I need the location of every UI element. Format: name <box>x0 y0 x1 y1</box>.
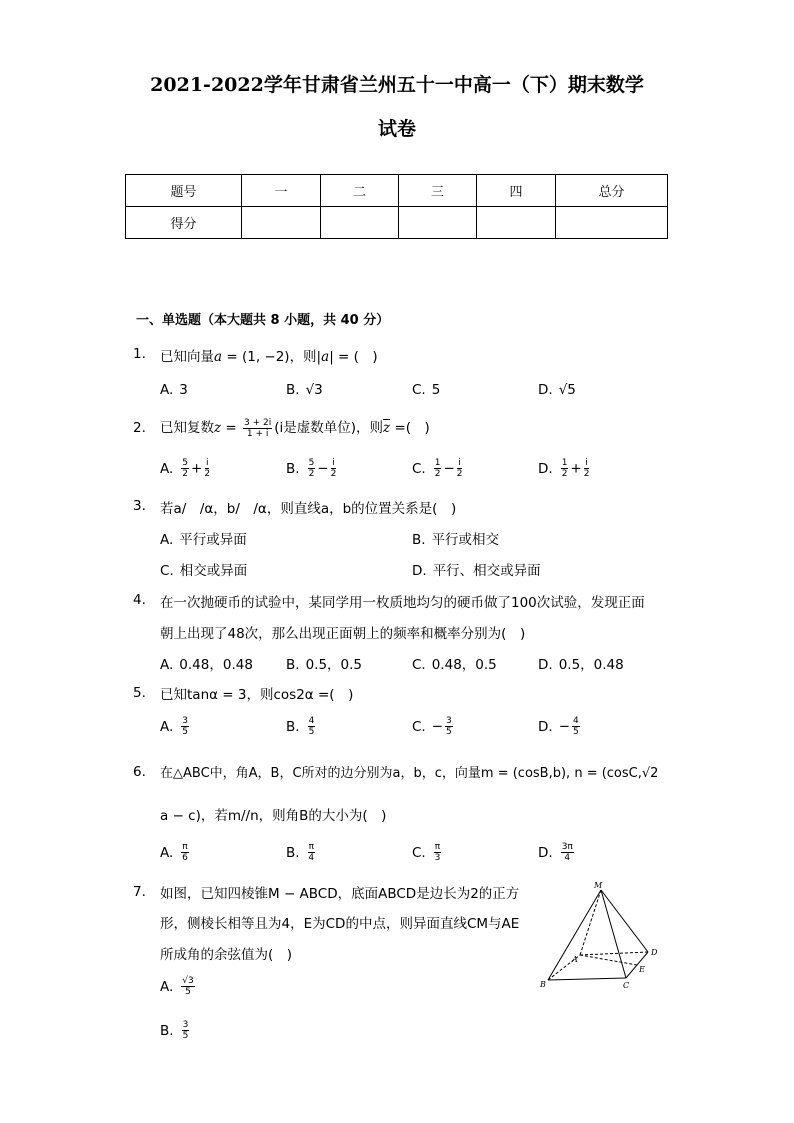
option-d[interactable]: D. − $\frac{4}{5}$ <box>538 716 579 737</box>
score-cell[interactable] <box>321 207 399 239</box>
vertex-label-c: C <box>623 981 630 990</box>
pyramid-figure <box>538 880 668 995</box>
question-5-stem: 已知tanα = 3，则cos2α =( ) <box>160 687 354 703</box>
option-a[interactable]: A. 3 <box>160 382 188 398</box>
question-number: 4. <box>133 592 146 608</box>
option-b[interactable]: B. 0.5，0.5 <box>286 657 363 673</box>
question-7-line3: 所成角的余弦值为( ) <box>160 947 293 963</box>
vertex-label-d: D <box>651 948 658 957</box>
question-number: 3. <box>133 498 146 514</box>
option-b[interactable]: B. $\frac{4}{5}$ <box>286 716 315 737</box>
document-title-line1: 2021-2022学年甘肃省兰州五十一中高一（下）期末数学 <box>150 74 644 96</box>
option-b[interactable]: B. $\frac{\pi}{4}$ <box>286 842 315 863</box>
option-c[interactable]: C. − $\frac{3}{5}$ <box>412 716 452 737</box>
question-3-stem: 若a/ /α，b/ /α，则直线a，b的位置关系是( ) <box>160 501 457 517</box>
question-6-line1: 在△ABC中，角A，B，C所对的边分别为a，b，c，向量m = (cosB,b), n = (cosC,√2 <box>160 766 659 781</box>
option-d[interactable]: D. $\frac{3\pi}{4}$ <box>538 842 573 863</box>
section-heading: 一、单选题（本大题共 8 小题，共 40 分） <box>136 313 390 328</box>
score-table-header-row <box>126 175 668 207</box>
question-4-line2: 朝上出现了48次，那么出现正面朝上的频率和概率分别为( ) <box>160 626 526 642</box>
header-cell: 总分 <box>556 175 668 207</box>
header-cell: 题号 <box>126 175 242 207</box>
score-cell[interactable] <box>556 207 668 239</box>
question-number: 1. <box>133 346 146 362</box>
option-a[interactable]: A. $\frac{3}{5}$ <box>160 716 189 737</box>
option-c[interactable]: C. 5 <box>412 382 441 398</box>
score-table <box>125 174 668 239</box>
option-d[interactable]: D. √5 <box>538 382 576 398</box>
question-1-stem: 已知向量a = (1, −2)，则|a| = ( ) <box>160 349 378 365</box>
score-cell[interactable] <box>399 207 477 239</box>
document-title-line2: 试卷 <box>377 118 416 140</box>
option-c[interactable]: C. $\frac{1}{2}$ − $\frac{i}{2}$ <box>412 458 463 479</box>
header-cell: 三 <box>399 175 477 207</box>
header-cell: 一 <box>242 175 321 207</box>
question-2-stem: 已知复数z = $\frac{3 + 2i}{1 + i}$ (i是虚数单位)，则$\overline{z}$ =( ) <box>160 417 430 439</box>
option-c[interactable]: C. $\frac{\pi}{3}$ <box>412 842 441 863</box>
option-a[interactable]: A. $\frac{\pi}{6}$ <box>160 842 188 863</box>
question-number: 6. <box>133 764 146 780</box>
option-b[interactable]: B. $\frac{5}{2}$ − $\frac{i}{2}$ <box>286 458 337 479</box>
question-number: 7. <box>133 884 146 900</box>
option-a[interactable]: A. 平行或异面 <box>160 532 247 548</box>
question-7-line2: 形，侧棱长相等且为4，E为CD的中点，则异面直线CM与AE <box>160 916 520 932</box>
question-7-line1: 如图，已知四棱锥M − ABCD，底面ABCD是边长为2的正方 <box>160 886 520 902</box>
option-c[interactable]: C. 0.48，0.5 <box>412 657 497 673</box>
option-c[interactable]: C. 相交或异面 <box>160 563 248 579</box>
score-table-score-row <box>126 207 668 239</box>
score-cell[interactable] <box>477 207 556 239</box>
vertex-label-a: A <box>572 955 578 964</box>
header-cell: 四 <box>477 175 556 207</box>
option-a[interactable]: A. 0.48，0.48 <box>160 657 253 673</box>
question-number: 2. <box>133 420 146 436</box>
option-d[interactable]: D. 平行、相交或异面 <box>412 563 541 579</box>
option-b[interactable]: B. $\frac{3}{5}$ <box>160 1020 189 1041</box>
question-number: 5. <box>133 685 146 701</box>
option-b[interactable]: B. √3 <box>286 382 323 398</box>
score-cell[interactable] <box>242 207 321 239</box>
option-d[interactable]: D. 0.5，0.48 <box>538 657 624 673</box>
row-label: 得分 <box>126 207 242 239</box>
header-cell: 二 <box>321 175 399 207</box>
vertex-label-m: M <box>594 881 603 890</box>
question-4-line1: 在一次抛硬币的试验中，某同学用一枚质地均匀的硬币做了100次试验，发现正面 <box>160 595 645 611</box>
option-d[interactable]: D. $\frac{1}{2}$ + $\frac{i}{2}$ <box>538 458 590 479</box>
option-a[interactable]: A. $\frac{5}{2}$ + $\frac{i}{2}$ <box>160 458 211 479</box>
option-b[interactable]: B. 平行或相交 <box>412 532 500 548</box>
option-a[interactable]: A. $\frac{√3}{5}$ <box>160 976 194 997</box>
vertex-label-b: B <box>540 980 546 989</box>
question-6-line2: a − c)，若m//n，则角B的大小为( ) <box>160 808 387 824</box>
vertex-label-e: E <box>639 965 645 974</box>
